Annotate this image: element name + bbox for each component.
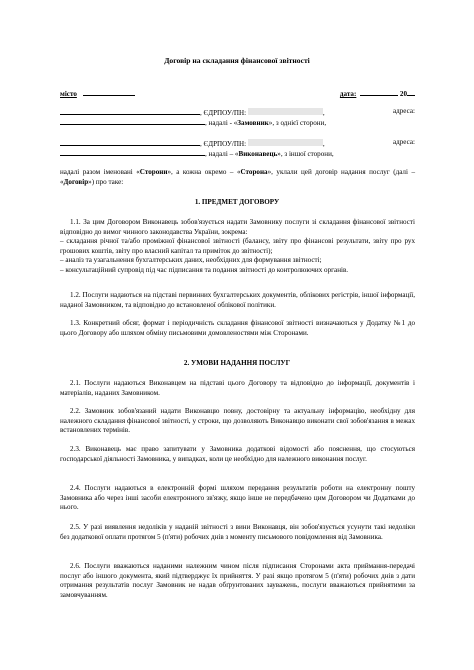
party1-role: Замовник bbox=[237, 119, 269, 127]
preamble: надалі разом іменовані «Сторони», а кожна окремо – «Сторона», уклали цей договір надання послуг (далі – «Договір») про таке: bbox=[60, 168, 415, 186]
party1-line2 bbox=[60, 117, 415, 129]
place-date-line bbox=[60, 88, 415, 100]
section2-heading: 2. УМОВИ НАДАННЯ ПОСЛУГ bbox=[183, 359, 291, 367]
party1-address-field[interactable] bbox=[60, 117, 205, 125]
party2-address-label: адреса: bbox=[393, 138, 415, 146]
party2-text-b: », з іншої сторони, bbox=[277, 150, 334, 158]
clause-2-5: 2.5. У разі виявлення недоліків у наданій звітності з вини Виконавця, він зобов'язується усунути такі недоліки без додаткової оплати протягом 5 (п'яти) робочих днів з моменту письмового повідомлення від Замовника. bbox=[60, 523, 415, 541]
clause-1-1-item: – аналіз та узагальнення бухгалтерських даних, необхідних для формування звітності; bbox=[60, 256, 322, 264]
date-label: дата: bbox=[339, 90, 357, 98]
party2-role: Виконавець bbox=[238, 150, 278, 158]
party1-text-b: », з однієї сторони, bbox=[268, 119, 327, 127]
clause-1-3: 1.3. Конкретний обсяг, формат і періодичність складання фінансової звітності визначаються у Додатку №1 до цього Договору або шляхом обміну письмовими домовленостями між Сторонами. bbox=[60, 319, 415, 337]
clause-2-1: 2.1. Послуги надаються Виконавцем на підставі цього Договору та відповідно до інформації, документів і матеріалів, наданих Замовником. bbox=[60, 379, 415, 397]
place-field[interactable] bbox=[83, 88, 135, 96]
date-year-field[interactable] bbox=[407, 88, 415, 96]
clause-1-1-item: – консультаційний супровід під час підписання та подання звітності до контролюючих органів. bbox=[60, 265, 349, 274]
party2-name-field[interactable] bbox=[60, 138, 200, 146]
section1-heading: 1. ПРЕДМЕТ ДОГОВОРУ bbox=[194, 198, 280, 206]
party2-edrpou-field[interactable] bbox=[248, 139, 323, 146]
party1-address-label: адреса: bbox=[393, 107, 415, 115]
party2-text-a: , надалі – « bbox=[205, 150, 239, 158]
document-title: Договір на складання фінансової звітності bbox=[164, 56, 310, 65]
party2-address-field[interactable] bbox=[60, 148, 205, 156]
clause-1-1: 1.1. За цим Договором Виконавець зобов'язується надати Замовнику послуги зі складання фінансової звітності відповідно до вимог чинного законодавства України, зокрема: – складання річної та/або проміжної фінансової звітності (балансу, звіту про фінансові результати, звіту про рух грошових коштів, звіту про власний капітал та приміток до звітності); – аналіз та узагальнення бухгалтерських даних, необхідних для формування звітності; – консультаційний супровід під час підписання та подання звітності до контролюючих органів. bbox=[60, 218, 415, 274]
party1-edrpou-label: ЄДРПОУ/ПН: bbox=[203, 109, 247, 117]
clause-2-2: 2.2. Замовник зобов'язаний надати Виконавцю повну, достовірну та актуальну інформацію, необхідну для належного складання фінансової звітності, у строки, що дозволяють Виконавцю виконати свої зобов'язання в межах встановлених термінів. bbox=[60, 407, 415, 434]
party1-text-a: , надалі - « bbox=[205, 119, 238, 127]
party2-line1: , ЄДРПОУ/ПН: , адреса: bbox=[60, 138, 415, 150]
clause-1-1-item: – складання річної та/або проміжної фінансової звітності (балансу, звіту про фінансові результати, звіту про рух грошових коштів, звіту про власний капітал та приміток до звітності); bbox=[60, 237, 415, 255]
place-label: місто bbox=[60, 90, 77, 98]
party1-edrpou-field[interactable] bbox=[248, 108, 323, 115]
date-year-prefix: 20 bbox=[399, 90, 407, 98]
clause-2-3: 2.3. Виконавець має право запитувати у Замовника додаткові відомості або пояснення, що стосуються господарської діяльності Замовника, у випадках, коли це необхідно для належного виконання послуг. bbox=[60, 445, 415, 463]
party1-name-field[interactable] bbox=[60, 107, 200, 115]
clause-2-4: 2.4. Послуги надаються в електронній формі шляхом передання результатів роботи на електронну пошту Замовника або через інші засоби електронного зв'язку, якщо інше не передбачено цим Договором чи Додатками до нього. bbox=[60, 484, 415, 511]
date-group bbox=[340, 88, 415, 100]
party2-line2 bbox=[60, 148, 415, 160]
clause-1-2: 1.2. Послуги надаються на підставі первинних бухгалтерських документів, облікових регістрів, іншої інформації, наданої Замовником, та відповідно до встановленої облікової політики. bbox=[60, 291, 415, 309]
party2-edrpou-label: ЄДРПОУ/ПН: bbox=[203, 140, 247, 148]
clause-2-6: 2.6. Послуги вважаються наданими належним чином після підписання Сторонами акта приймання-передачі послуг або іншого документа, який підтверджує їх прийняття. У разі якщо протягом 5 (п'яти) робочих днів з дати отримання результатів послуг Замовник не надав обґрунтованих зауважень, послуги вважаються прийнятими за замовчуванням. bbox=[60, 562, 415, 599]
date-field[interactable] bbox=[360, 88, 398, 96]
party1-line1: , ЄДРПОУ/ПН: , адреса: bbox=[60, 107, 415, 119]
